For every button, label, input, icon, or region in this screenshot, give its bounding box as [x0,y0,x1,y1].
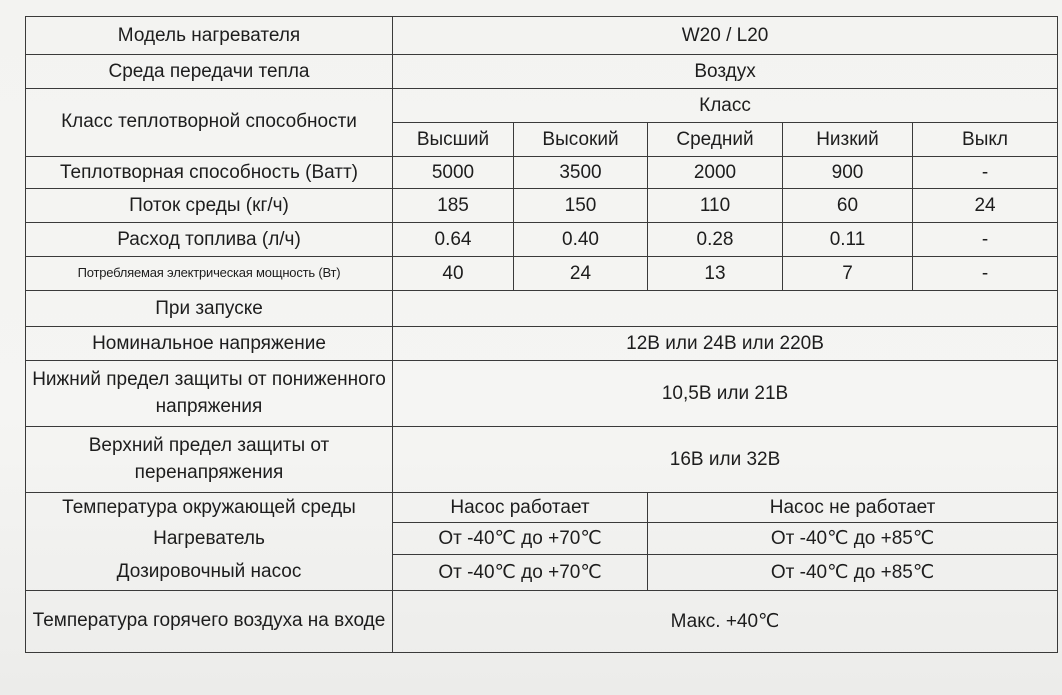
value-cell: 5000 [393,157,514,189]
table-row-undervoltage [26,361,1058,427]
value-cell: 0.64 [393,223,514,257]
value-cell: 110 [648,189,783,223]
label-air-flow: Поток среды (кг/ч) [26,189,393,223]
value-cell: 900 [783,157,913,189]
value-cell: 7 [783,257,913,291]
value-cell: 3500 [514,157,648,189]
label-inlet-air: Температура горячего воздуха на входе [26,591,393,653]
label-startup: При запуске [26,291,393,327]
value-cell: - [913,257,1058,291]
table-row-dosing-pump [26,555,1058,591]
label-dosing-pump: Дозировочный насос [26,555,393,591]
value-cell: 60 [783,189,913,223]
class-name: Выкл [913,123,1058,157]
table-row-overvoltage [26,427,1058,493]
value-inlet-air: Макс. +40℃ [393,591,1058,653]
label-heater: Нагреватель [26,523,393,555]
label-power: Потребляемая электрическая мощность (Вт) [26,257,393,291]
table-row-ambient [26,493,1058,523]
value-cell: 2000 [648,157,783,189]
value-cell: 150 [514,189,648,223]
value-voltage: 12В или 24В или 220В [393,327,1058,361]
label-heat-output: Теплотворная способность (Ватт) [26,157,393,189]
value-heater-pump-on: От -40℃ до +70℃ [393,523,648,555]
value-overvoltage: 16В или 32В [393,427,1058,493]
label-voltage: Номинальное напряжение [26,327,393,361]
value-startup [393,291,1058,327]
label-ambient: Температура окружающей среды [26,493,393,523]
label-undervoltage: Нижний предел защиты от пониженного напряжения [26,361,393,427]
value-cell: 0.28 [648,223,783,257]
value-medium: Воздух [393,55,1058,89]
label-medium: Среда передачи тепла [26,55,393,89]
value-cell: - [913,223,1058,257]
value-cell: 0.40 [514,223,648,257]
label-fuel: Расход топлива (л/ч) [26,223,393,257]
value-dosing-pump-on: От -40℃ до +70℃ [393,555,648,591]
value-cell: 185 [393,189,514,223]
header-pump-on: Насос работает [393,493,648,523]
label-model: Модель нагревателя [26,17,393,55]
value-cell: 24 [514,257,648,291]
table-row-heat-class [26,89,1058,123]
value-heater-pump-off: От -40℃ до +85℃ [648,523,1058,555]
value-dosing-pump-off: От -40℃ до +85℃ [648,555,1058,591]
class-name: Высший [393,123,514,157]
label-overvoltage: Верхний предел защиты от перенапряжения [26,427,393,493]
value-cell: 13 [648,257,783,291]
class-name: Высокий [514,123,648,157]
class-name: Средний [648,123,783,157]
value-cell: 0.11 [783,223,913,257]
table-row-heater [26,523,1058,555]
table-row-medium [26,55,1058,89]
spec-table [25,16,1058,653]
value-model: W20 / L20 [393,17,1058,55]
table-row-startup [26,291,1058,327]
value-cell: 24 [913,189,1058,223]
class-name: Низкий [783,123,913,157]
table-row-model [26,17,1058,55]
table-row-inlet-air [26,591,1058,653]
table-row-air-flow [26,189,1058,223]
table-row-voltage [26,327,1058,361]
value-cell: 40 [393,257,514,291]
label-heat-class: Класс теплотворной способности [26,89,393,157]
table-row-fuel [26,223,1058,257]
table-row-heat-output [26,157,1058,189]
value-cell: - [913,157,1058,189]
value-heat-class: Класс [393,89,1058,123]
header-pump-off: Насос не работает [648,493,1058,523]
value-undervoltage: 10,5В или 21В [393,361,1058,427]
table-row-power [26,257,1058,291]
